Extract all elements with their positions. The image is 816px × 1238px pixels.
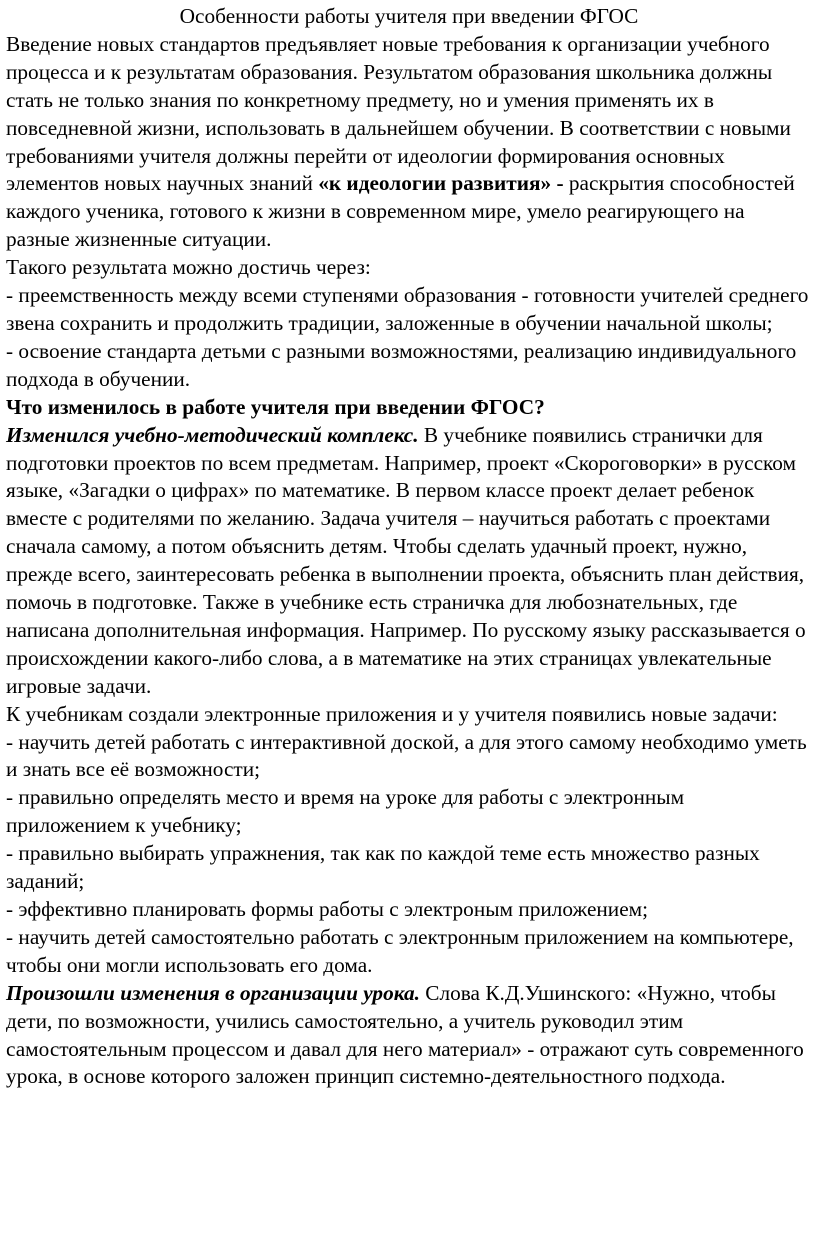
task-item: - правильно определять место и время на уроке для работы с электронным приложением к учебнику; [6, 785, 685, 838]
intro-text-part2: раскрытия способностей каждого ученика, готового к жизни в современном мире, умело реагирующего на разные жизненные ситуации. [6, 171, 795, 252]
task-item: - научить детей самостоятельно работать с электронным приложением на компьютере, чтобы они могли использовать его дома. [6, 924, 794, 977]
task-item: - эффективно планировать формы работы с электроным приложением; [6, 897, 649, 921]
result-lead: Такого результата можно достичь через: [6, 255, 371, 280]
complex-text: В учебнике появились странички для подготовки проектов по всем предметам. Например, проект «Скороговорки» в русском языке, «Загадки о цифрах» по математике. В первом классе проект делает ребенок вместе с родителями по желанию. Задача учителя – научиться работать с проектами сначала самому, а потом объяснить детям. Чтобы сделать удачный проект, нужно, прежде всего, заинтересовать ребенка в выполнении проекта, объяснить план действия, помочь в подготовке. Также в учебнике есть страничка для любознательных, где написана дополнительная информация. Например. По русскому языку рассказывается о происхождении какого-либо слова, а в математике на этих страницах увлекательные игровые задачи. [6, 422, 806, 698]
complex-paragraph [6, 422, 812, 701]
lesson-paragraph [6, 980, 812, 1092]
document-title: Особенности работы учителя при введении ФГОС [179, 4, 639, 28]
result-item: - преемственность между всеми ступенями образования - готовности учителей среднего звена сохранить и продолжить традиции, заложенные в обучении начальной школы; [6, 283, 809, 335]
complex-lead: Изменился учебно-методический комплекс. [6, 422, 419, 447]
tasks-lead: К учебникам создали электронные приложения и у учителя появились новые задачи: [6, 701, 778, 726]
question-heading: Что изменилось в работе учителя при введении ФГОС? [6, 394, 545, 419]
intro-bold-phrase: «к идеологии развития» - [318, 171, 564, 196]
lesson-lead: Произошли изменения в организации урока. [6, 980, 420, 1005]
task-item: - научить детей работать с интерактивной доской, а для этого самому необходимо уметь и знать все её возможности; [6, 729, 807, 782]
document-page [6, 3, 812, 1091]
intro-paragraph [6, 31, 812, 254]
lesson-text: Слова К.Д.Ушинского: «Нужно, чтобы дети, по возможности, учились самостоятельно, а учитель руководил этим самостоятельным процессом и давал для него материал» - отражают суть современного урока, в основе которого заложен принцип системно-деятельностного подхода. [6, 980, 804, 1089]
task-item: - правильно выбирать упражнения, так как по каждой теме есть множество разных заданий; [6, 841, 760, 894]
result-item: - освоение стандарта детьми с разными возможностями, реализацию индивидуального подхода в обучении. [6, 338, 797, 391]
intro-text-part1: Введение новых стандартов предъявляет новые требования к организации учебного процесса и к результатам образования. Результатом образования школьника должны стать не только знания по конкретному предмету, но и умения применять их в повседневной жизни, использовать в дальнейшем обучении. В соответствии с новыми требованиями учителя должны перейти от идеологии формирования основных элементов новых научных знаний [6, 31, 791, 196]
